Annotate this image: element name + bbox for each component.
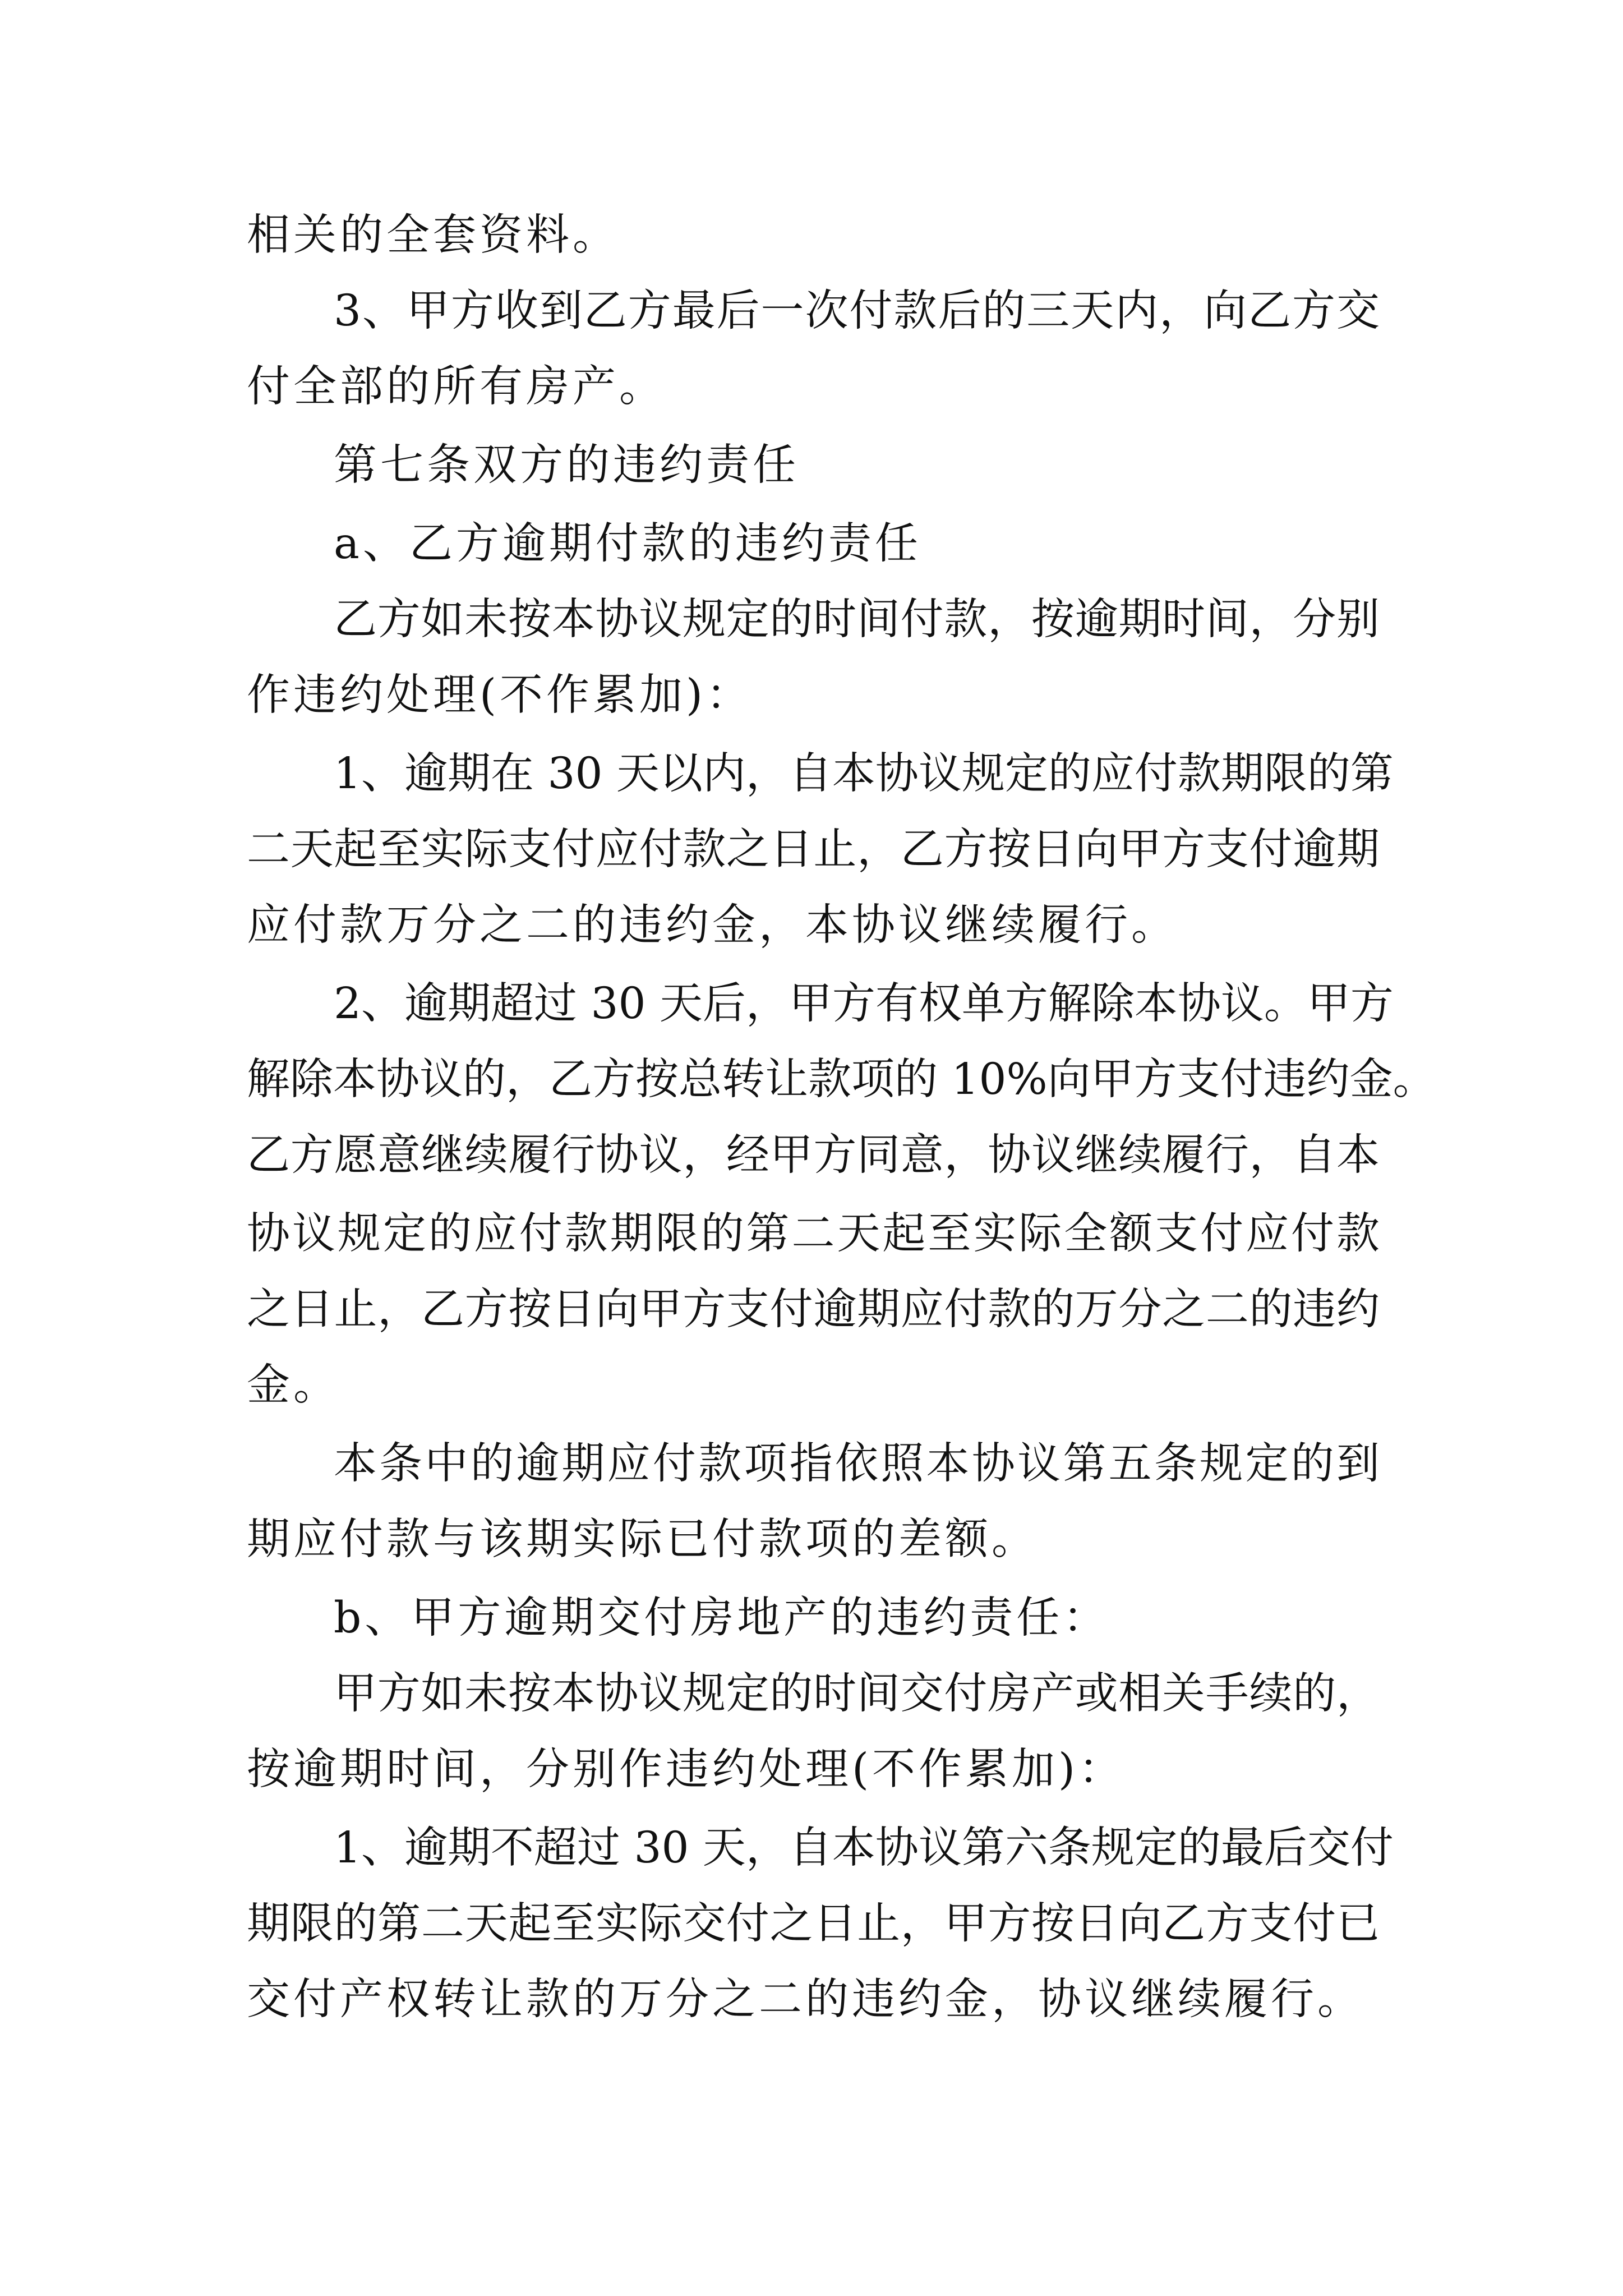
paragraph-line: 作违约处理(不作累加)： xyxy=(247,670,753,720)
paragraph-line: 本条中的逾期应付款项指依照本协议第五条规定的到 xyxy=(334,1439,1380,1489)
paragraph-line: 按逾期时间，分别作违约处理(不作累加)： xyxy=(247,1745,1126,1795)
paragraph-line: 应付款万分之二的违约金，本协议继续履行。 xyxy=(247,900,1178,950)
paragraph-line: 甲方如未按本协议规定的时间交付房产或相关手续的， xyxy=(334,1669,1380,1719)
paragraph-line: 期限的第二天起至实际交付之日止，甲方按日向乙方支付已 xyxy=(247,1899,1380,1949)
paragraph-line: 乙方如未按本协议规定的时间付款，按逾期时间，分别 xyxy=(334,595,1380,645)
paragraph-line: 2、逾期超过 30 天后，甲方有权单方解除本协议。甲方 xyxy=(334,979,1394,1029)
paragraph-line: 付全部的所有房产。 xyxy=(247,362,666,412)
subsection-heading: b、甲方逾期交付房地产的违约责任： xyxy=(334,1593,1110,1643)
paragraph-line: 期应付款与该期实际已付款项的差额。 xyxy=(247,1515,1038,1565)
paragraph-line: 1、逾期在 30 天以内，自本协议规定的应付款期限的第 xyxy=(334,749,1394,799)
paragraph-line: 乙方愿意继续履行协议，经甲方同意，协议继续履行，自本 xyxy=(247,1130,1380,1180)
section-heading: 第七条双方的违约责任 xyxy=(334,440,799,490)
paragraph-line: 交付产权转让款的万分之二的违约金，协议继续履行。 xyxy=(247,1975,1364,2024)
paragraph-line: 相关的全套资料。 xyxy=(247,210,619,260)
paragraph-line: 解除本协议的，乙方按总转让款项的 10%向甲方支付违约金。 xyxy=(247,1055,1436,1105)
paragraph-line: 协议规定的应付款期限的第二天起至实际全额支付应付款 xyxy=(247,1209,1380,1259)
paragraph-line: 之日止，乙方按日向甲方支付逾期应付款的万分之二的违约 xyxy=(247,1285,1380,1335)
paragraph-line: 金。 xyxy=(247,1360,340,1410)
paragraph-line: 3、甲方收到乙方最后一次付款后的三天内，向乙方交 xyxy=(334,286,1380,336)
paragraph-line: 1、逾期不超过 30 天，自本协议第六条规定的最后交付 xyxy=(334,1823,1394,1873)
subsection-heading: a、乙方逾期付款的违约责任 xyxy=(334,519,921,569)
paragraph-line: 二天起至实际支付应付款之日止，乙方按日向甲方支付逾期 xyxy=(247,825,1380,875)
